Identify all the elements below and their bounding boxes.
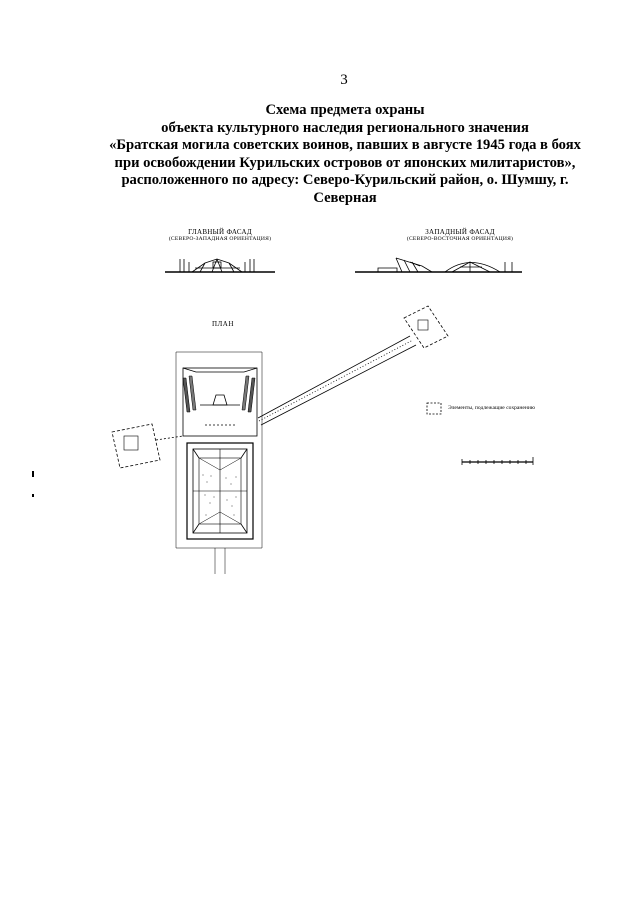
west-facade-title: ЗАПАДНЫЙ ФАСАД (425, 228, 495, 236)
legend (427, 403, 441, 414)
title-line-4: при освобождении Курильских островов от японских милитаристов», (114, 154, 576, 171)
west-facade-subtitle: (СЕВЕРО-ВОСТОЧНАЯ ОРИЕНТАЦИЯ) (406, 236, 514, 242)
legend-text: Элементы, подлежащие сохранению (448, 405, 536, 411)
scan-marks (32, 471, 34, 497)
west-facade-elevation (355, 258, 522, 272)
title-line-1: Схема предмета охраны (265, 102, 425, 118)
main-facade-title: ГЛАВНЫЙ ФАСАД (188, 228, 252, 236)
main-facade-elevation (165, 259, 275, 272)
page-number: 3 (340, 72, 348, 88)
site-plan (112, 306, 448, 574)
title-line-6: Северная (313, 189, 377, 206)
plan-label: ПЛАН (212, 320, 234, 328)
title-line-5: расположенного по адресу: Северо-Курильский район, о. Шумшу, г. (121, 172, 569, 188)
title-line-3: «Братская могила советских воинов, павших в августе 1945 года в боях (109, 137, 581, 153)
main-facade-subtitle: (СЕВЕРО-ЗАПАДНАЯ ОРИЕНТАЦИЯ) (168, 236, 272, 242)
scale-bar (462, 457, 533, 465)
title-line-2: объекта культурного наследия регионального значения (161, 119, 529, 136)
